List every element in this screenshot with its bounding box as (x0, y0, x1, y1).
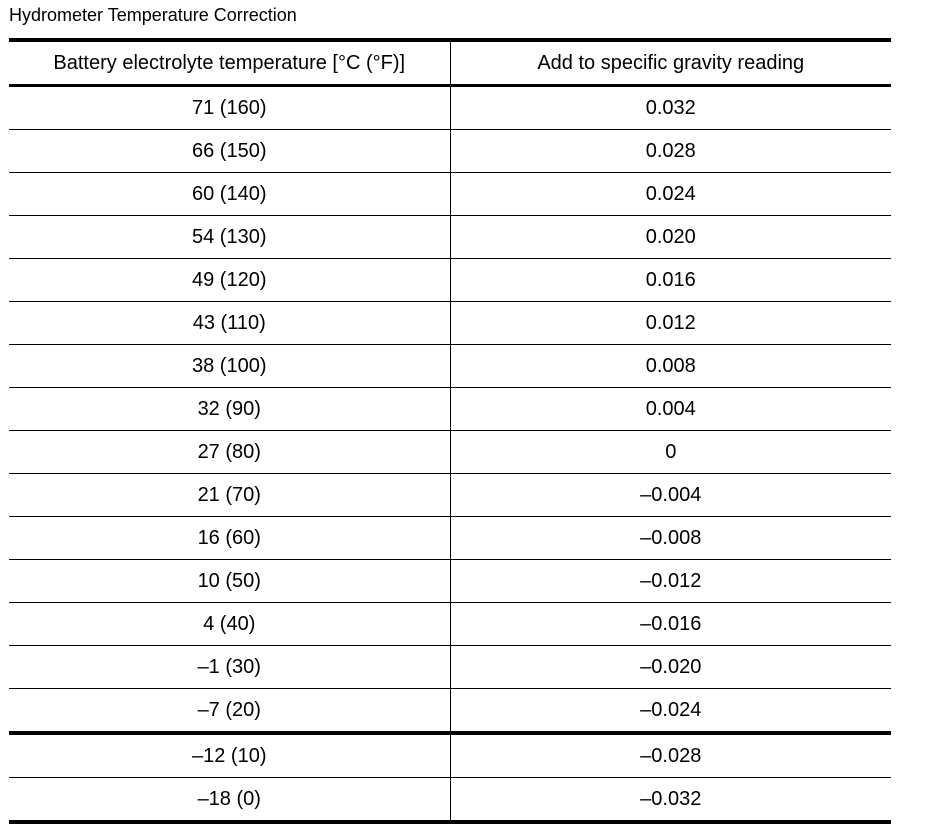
table-row (9, 689, 891, 734)
table-row (9, 560, 891, 603)
correction-cell: –0.012 (450, 560, 891, 603)
correction-cell: 0.032 (450, 86, 891, 130)
temperature-cell: –1 (30) (9, 646, 450, 689)
temperature-cell: 54 (130) (9, 216, 450, 259)
table-row (9, 517, 891, 560)
table-row (9, 345, 891, 388)
temperature-cell: 16 (60) (9, 517, 450, 560)
table-header-row (9, 40, 891, 86)
table-row (9, 431, 891, 474)
correction-cell: –0.028 (450, 733, 891, 778)
correction-cell: 0.012 (450, 302, 891, 345)
temperature-cell: 49 (120) (9, 259, 450, 302)
correction-cell: –0.004 (450, 474, 891, 517)
table-row (9, 302, 891, 345)
correction-cell: –0.032 (450, 778, 891, 823)
correction-cell: 0.016 (450, 259, 891, 302)
temperature-cell: 21 (70) (9, 474, 450, 517)
temperature-cell: –12 (10) (9, 733, 450, 778)
correction-cell: –0.020 (450, 646, 891, 689)
correction-cell: –0.016 (450, 603, 891, 646)
table-row (9, 259, 891, 302)
table-row (9, 733, 891, 778)
correction-cell: 0.008 (450, 345, 891, 388)
temperature-cell: 38 (100) (9, 345, 450, 388)
table-row (9, 216, 891, 259)
table-row (9, 603, 891, 646)
temperature-cell: 32 (90) (9, 388, 450, 431)
hydrometer-correction-table (9, 38, 891, 824)
document-title: Hydrometer Temperature Correction (9, 5, 297, 25)
temperature-cell: 60 (140) (9, 173, 450, 216)
temperature-cell: 27 (80) (9, 431, 450, 474)
correction-cell: 0 (450, 431, 891, 474)
table-row (9, 474, 891, 517)
table-row (9, 86, 891, 130)
correction-cell: 0.020 (450, 216, 891, 259)
temperature-cell: –7 (20) (9, 689, 450, 734)
temperature-cell: 4 (40) (9, 603, 450, 646)
correction-cell: 0.028 (450, 130, 891, 173)
temperature-cell: 43 (110) (9, 302, 450, 345)
header-correction: Add to specific gravity reading (450, 40, 891, 86)
correction-cell: –0.024 (450, 689, 891, 734)
table-row (9, 173, 891, 216)
temperature-cell: 10 (50) (9, 560, 450, 603)
table-row (9, 130, 891, 173)
header-temperature: Battery electrolyte temperature [°C (°F)] (9, 40, 450, 86)
temperature-cell: –18 (0) (9, 778, 450, 823)
table-row (9, 778, 891, 823)
correction-cell: 0.004 (450, 388, 891, 431)
correction-cell: –0.008 (450, 517, 891, 560)
table-row (9, 646, 891, 689)
table-row (9, 388, 891, 431)
temperature-cell: 66 (150) (9, 130, 450, 173)
temperature-cell: 71 (160) (9, 86, 450, 130)
correction-cell: 0.024 (450, 173, 891, 216)
correction-table-container (9, 38, 891, 824)
